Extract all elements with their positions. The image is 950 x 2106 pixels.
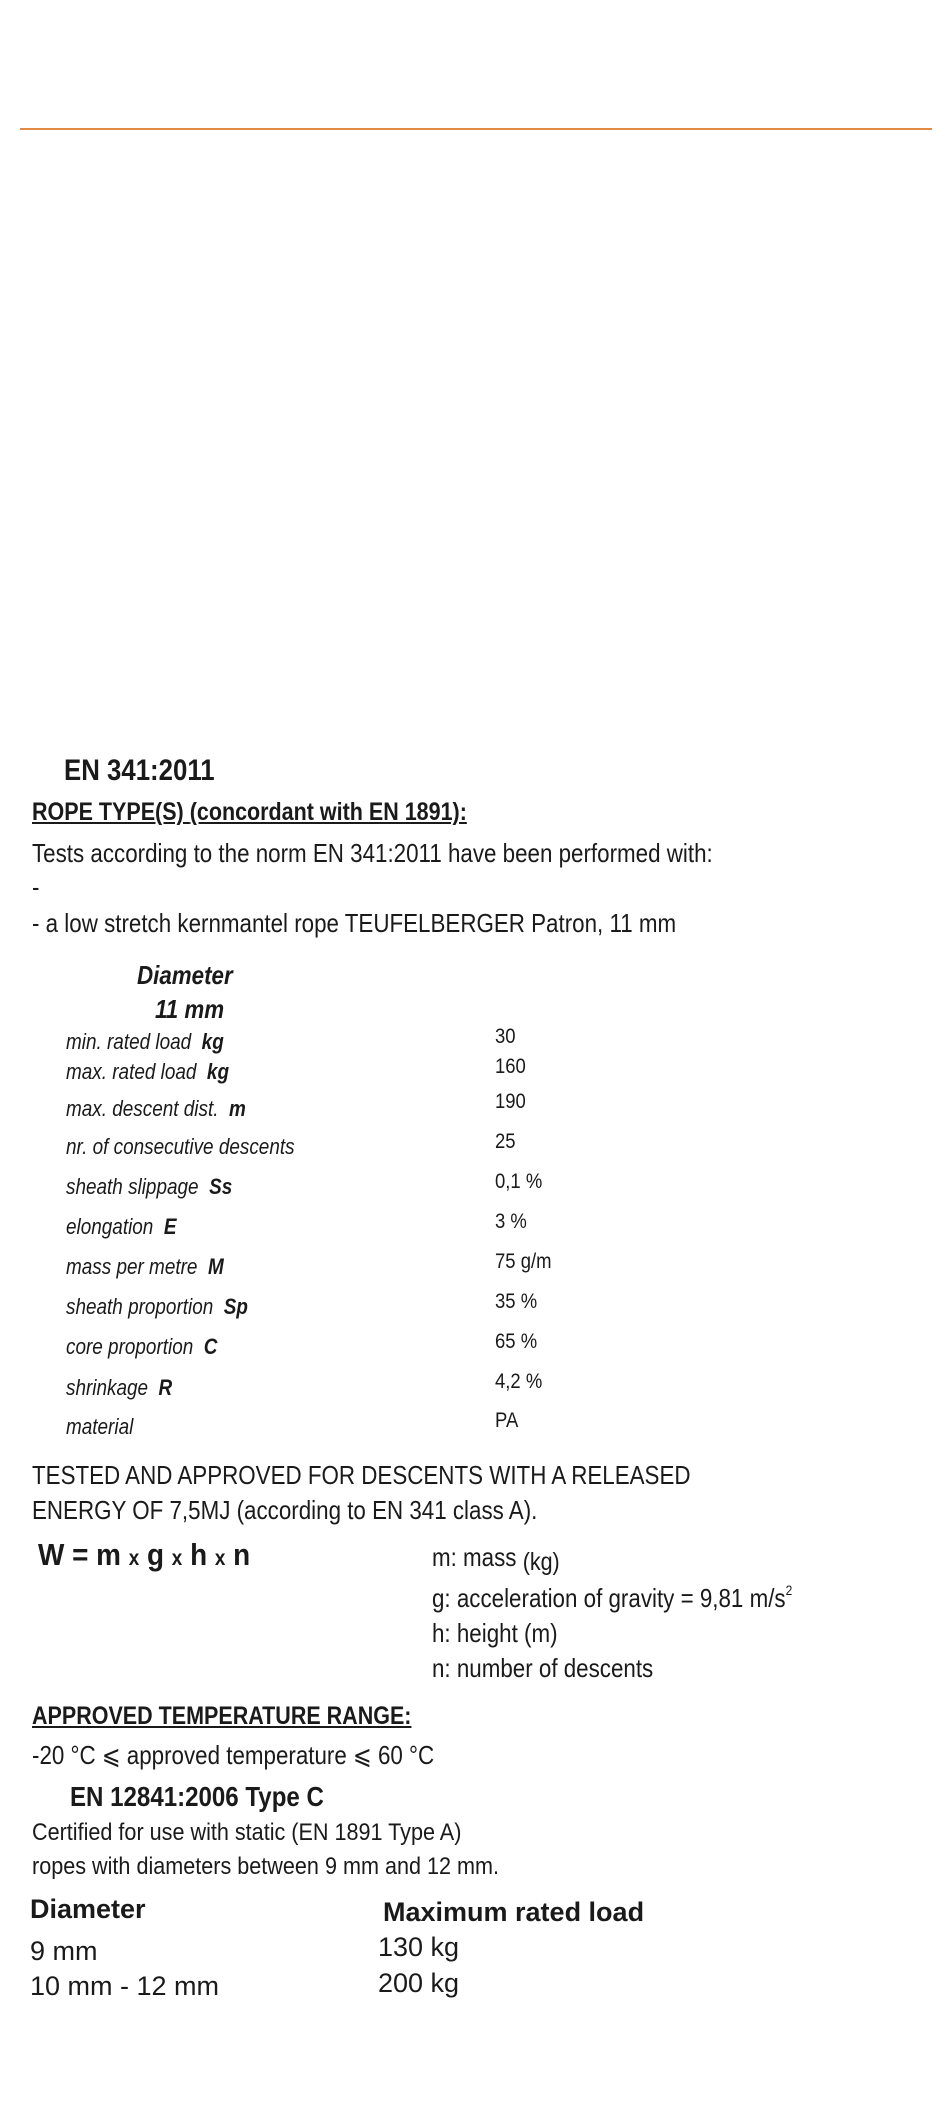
intro-line: Tests according to the norm EN 341:2011 have been performed with: xyxy=(32,838,713,868)
cert-line-2: ropes with diameters between 9 mm and 12 mm. xyxy=(32,1853,500,1880)
temperature-range: -20 °C ⩽ approved temperature ⩽ 60 °C xyxy=(32,1740,435,1770)
spec-value-min-rated-load: 30 xyxy=(495,1025,516,1048)
rope-description: - a low stretch kernmantel rope TEUFELBERGER Patron, 11 mm xyxy=(32,908,677,938)
spec-value-material: PA xyxy=(495,1409,519,1432)
diameter-heading: Diameter xyxy=(137,960,233,990)
spec-label-sheath-proportion: sheath proportion Sp xyxy=(66,1294,248,1319)
spec-label-material: material xyxy=(66,1414,134,1439)
section-title-en12841: EN 12841:2006 Type C xyxy=(70,1781,324,1812)
spec-label-min-rated-load: min. rated load kg xyxy=(66,1029,224,1054)
cert-line-1: Certified for use with static (EN 1891 Type A) xyxy=(32,1819,462,1846)
table-header-diameter: Diameter xyxy=(30,1894,146,1924)
table-header-max-load: Maximum rated load xyxy=(383,1897,645,1927)
table-row-2-diameter: 10 mm - 12 mm xyxy=(30,1971,220,2001)
rope-type-heading-part1: ROPE TYPE(S) xyxy=(32,798,190,826)
spec-value-core-proportion: 65 % xyxy=(495,1330,538,1353)
spec-value-shrinkage: 4,2 % xyxy=(495,1370,543,1393)
spec-value-sheath-slippage: 0,1 % xyxy=(495,1170,543,1193)
spec-label-mass-per-metre: mass per metre M xyxy=(66,1254,224,1279)
header-divider-line xyxy=(20,128,932,130)
spec-label-core-proportion: core proportion C xyxy=(66,1334,218,1359)
temperature-heading: APPROVED TEMPERATURE RANGE: xyxy=(32,1702,412,1730)
energy-statement-line2: ENERGY OF 7,5MJ (according to EN 341 class A). xyxy=(32,1495,538,1525)
energy-statement-line1: TESTED AND APPROVED FOR DESCENTS WITH A RELEASED xyxy=(32,1460,691,1490)
spec-label-elongation: elongation E xyxy=(66,1214,177,1239)
energy-formula: W = m x g x h x n xyxy=(38,1537,251,1572)
table-row-1-load: 130 kg xyxy=(378,1932,460,1962)
spec-value-consecutive-descents: 25 xyxy=(495,1130,516,1153)
spec-value-mass-per-metre: 75 g/m xyxy=(495,1250,552,1273)
legend-descents: n: number of descents xyxy=(432,1653,654,1683)
rope-type-heading-part2: (concordant with EN 1891): xyxy=(189,798,467,826)
spec-value-elongation: 3 % xyxy=(495,1210,527,1233)
legend-mass: m: mass (kg) xyxy=(432,1542,560,1576)
table-row-1-diameter: 9 mm xyxy=(30,1936,98,1966)
rope-type-heading xyxy=(32,798,467,827)
spec-label-max-rated-load: max. rated load kg xyxy=(66,1059,230,1084)
diameter-value: 11 mm xyxy=(155,994,225,1024)
spec-label-sheath-slippage: sheath slippage Ss xyxy=(66,1174,233,1199)
dash-line: - xyxy=(32,872,40,902)
spec-label-consecutive-descents: nr. of consecutive descents xyxy=(66,1134,295,1159)
section-title-en341: EN 341:2011 xyxy=(64,754,215,787)
legend-gravity: g: acceleration of gravity = 9,81 $m/s^2$ xyxy=(432,1582,793,1613)
spec-label-shrinkage: shrinkage R xyxy=(66,1375,173,1400)
spec-value-sheath-proportion: 35 % xyxy=(495,1290,538,1313)
spec-value-max-rated-load: 160 xyxy=(495,1055,526,1078)
spec-value-max-descent-dist: 190 xyxy=(495,1090,526,1113)
table-row-2-load: 200 kg xyxy=(378,1968,460,1998)
spec-label-max-descent-dist: max. descent dist. m xyxy=(66,1096,246,1121)
legend-height: h: height (m) xyxy=(432,1618,558,1648)
